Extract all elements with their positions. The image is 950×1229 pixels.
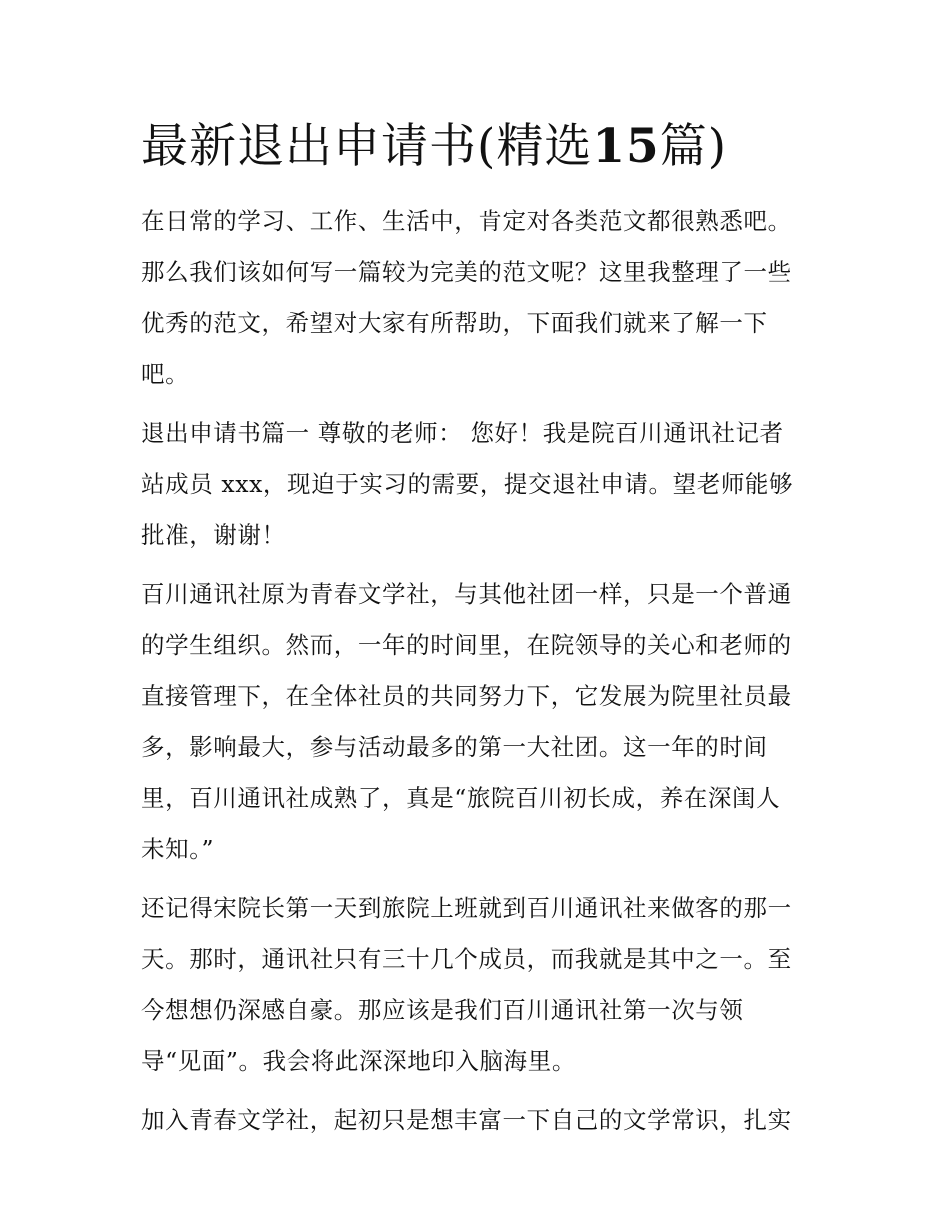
paragraph-line: 直接管理下，在全体社员的共同努力下，它发展为院里社员最: [141, 682, 792, 710]
paragraph-line: 天。那时，通讯社只有三十几个成员，而我就是其中之一。至: [141, 945, 792, 973]
paragraph-line: 那么我们该如何写一篇较为完美的范文呢？这里我整理了一些: [141, 258, 792, 286]
paragraph-line: 导“见面”。我会将此深深地印入脑海里。: [141, 1047, 576, 1075]
paragraph-line: 还记得宋院长第一天到旅院上班就到百川通讯社来做客的那一: [141, 894, 792, 922]
paragraph-line: 退出申请书篇一 尊敬的老师： 您好！我是院百川通讯社记者: [141, 419, 784, 447]
paragraph-line: 优秀的范文，希望对大家有所帮助，下面我们就来了解一下: [141, 309, 768, 337]
title-number: 15: [592, 119, 660, 174]
paragraph-letter-opening: [141, 408, 821, 561]
paragraph-line: 批准，谢谢！: [141, 521, 286, 549]
paragraph-line: 加入青春文学社，起初只是想丰富一下自己的文学常识，扎实: [141, 1106, 792, 1134]
title-text: 最新退出申请书(精选: [141, 119, 593, 174]
paragraph-line: 里，百川通讯社成熟了，真是“旅院百川初长成，养在深闺人: [141, 784, 781, 812]
document-body: [141, 112, 821, 1154]
paragraph-intro: [141, 196, 821, 400]
paragraph-line: 在日常的学习、工作、生活中，肯定对各类范文都很熟悉吧。: [141, 207, 792, 235]
document-title: [141, 112, 821, 182]
paragraph-line: 的学生组织。然而，一年的时间里，在院领导的关心和老师的: [141, 631, 792, 659]
paragraph-club-history: [141, 569, 821, 875]
paragraph-line: 今想想仍深感自豪。那应该是我们百川通讯社第一次与领: [141, 996, 744, 1024]
paragraph-line: 吧。: [141, 360, 190, 388]
paragraph-line: 多，影响最大，参与活动最多的第一大社团。这一年的时间: [141, 733, 768, 761]
title-suffix: 篇): [659, 119, 728, 174]
paragraph-memory: [141, 883, 821, 1087]
paragraph-line: 站成员 xxx，现迫于实习的需要，提交退社申请。望老师能够: [141, 470, 794, 498]
paragraph-line: 未知。”: [141, 835, 215, 863]
paragraph-line: 百川通讯社原为青春文学社，与其他社团一样，只是一个普通: [141, 580, 792, 608]
paragraph-joining: [141, 1095, 821, 1146]
